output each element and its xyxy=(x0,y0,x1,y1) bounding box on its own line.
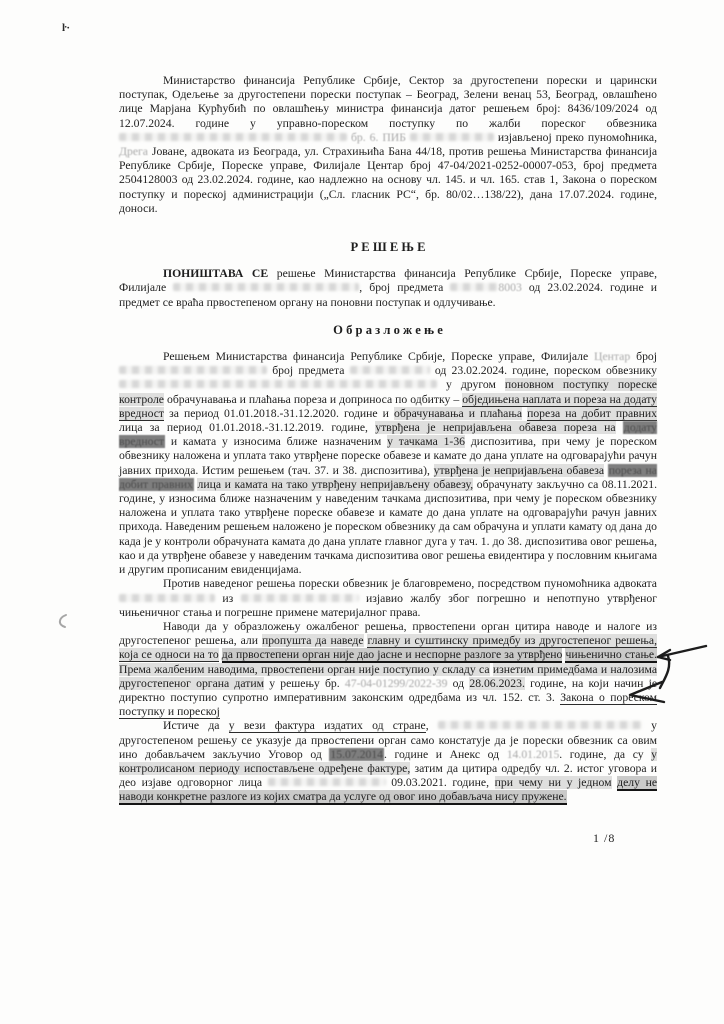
body-text: од 23.02.2024. године, пореском обвезнику xyxy=(434,364,658,378)
underlined-highlighted-phrase: да првостепени орган није дао јасне и неспорне разлоге за утврђено xyxy=(221,648,563,662)
annuls-bold-text: ПОНИШТАВА СЕ xyxy=(163,267,269,281)
redaction xyxy=(410,133,494,141)
dark-redaction-over-text: додату вредност xyxy=(119,421,657,449)
highlighted-phrase: поновном поступку пореске контроле xyxy=(119,378,657,406)
paragraph-disposition xyxy=(119,267,657,310)
decision-heading: Р Е Ш Е Њ Е xyxy=(350,240,426,255)
dark-redaction-over-text: пореза на добит правних xyxy=(119,463,657,491)
body-text: . године, да су xyxy=(559,747,644,761)
underlined-highlighted-phrase: главну и суштинску примедбу из другостепеног решења, која се односи на то xyxy=(119,634,657,662)
body-text: број предмета xyxy=(272,364,345,378)
body-text: и камата у износима ближе назначеним xyxy=(170,435,382,449)
highlighted-phrase: лица и камата на тако утврђену непријављену обавезу, xyxy=(197,477,474,491)
redacted-remnant-text: Центар xyxy=(594,350,631,364)
document-body xyxy=(119,74,657,805)
paragraph-appeal-allegations xyxy=(119,620,657,719)
redacted-reference-number: 47-04-01299/2022-39 xyxy=(344,676,448,690)
underlined-phrase: Закона о пореском поступку и пореској xyxy=(119,690,657,719)
highlighted-phrase: при чему ни у једном xyxy=(494,776,612,790)
body-text: за период 01.01.2018.-31.12.2020. године и xyxy=(169,406,389,420)
body-text: Министарство финансија Републике Србије, Сектор за другостепени порески и царински поступак, Одељење за другостепени порески поступак – Београд, Зелени венац 53, Београд, овлашћено лице Марјана Курћубић по овлашћењу министра финансија датог решењем број: 8436/109/2024 од 12.07.2024. године у управно-пореском поступку по жалби пореског обвезника xyxy=(119,74,657,130)
highlighted-phrase: у тачкама 1-36 xyxy=(387,435,466,449)
redaction xyxy=(173,283,359,291)
paragraph-intro xyxy=(119,74,657,216)
body-text: од 23.02.2024. године и предмет се враћа првостепеном органу на поновни поступак и одлучивање. xyxy=(119,281,658,309)
highlighted-phrase: Према жалбеним наводима, првостепени орган није поступио у складу са xyxy=(119,662,490,676)
redaction xyxy=(350,366,430,374)
redaction xyxy=(119,366,267,374)
body-text: обрачунавања и плаћања пореза и доприноса по одбитку – xyxy=(166,392,460,406)
redaction xyxy=(241,594,359,602)
redaction xyxy=(119,133,347,141)
corner-mark: ŀ· xyxy=(62,22,71,34)
body-text: изјављеној преко пуномоћника, xyxy=(497,130,657,144)
body-text: у другостепеном решењу се указује да првостепени орган само констатује да је порески обвезник са овим ино добављачем закључио Уговор од xyxy=(119,719,657,761)
body-text: од xyxy=(452,676,465,690)
highlighted-phrase: утврђена је непријављена обавеза пореза на xyxy=(375,421,616,435)
redaction xyxy=(119,380,437,388)
explanation-heading: О б р а з л о ж е њ е xyxy=(333,322,443,337)
dark-redaction-over-date: 15.07.2014 xyxy=(330,747,383,761)
body-text: Наводи да у образложењу ожалбеног решења, првостепени орган цитира наводе и налоге из другостепеног решења, али xyxy=(119,619,657,648)
underlined-highlighted-phrase: пореза на добит правних xyxy=(527,406,658,420)
redacted-date: 14.01.2015 xyxy=(506,747,560,761)
body-text: у решењу бр. xyxy=(269,676,340,690)
body-text: лица за период 01.01.2018.-31.12.2019. године, xyxy=(119,421,368,435)
body-text: решење Министарства финансија Републике Србије, Пореске управе, Филијале xyxy=(119,267,657,295)
underlined-highlighted-phrase: обједињена наплата и пореза на додату вредност xyxy=(119,392,658,420)
highlighted-phrase: обрачунавања и плаћања xyxy=(394,406,523,420)
redacted-remnant-text: бр. 6. ПИБ xyxy=(350,130,406,144)
highlighted-phrase: утврђена је непријављена обавеза xyxy=(433,463,605,477)
body-text: , број предмета xyxy=(359,281,444,295)
underlined-phrase: у вези фактура издатих од стране xyxy=(228,719,426,733)
body-text: 09.03.2021. године, xyxy=(391,776,489,790)
body-text: затим да цитира одредбу чл. 2. истог уговора и део изјаве одговорног лица xyxy=(119,761,658,790)
body-text: Решењем Министарства финансија Републике Србије, Пореске управе, Филијале xyxy=(163,350,589,364)
highlighted-phrase: изнетим примедбама и налозима другостепеног органа датим xyxy=(119,662,658,690)
body-text: Истиче да xyxy=(163,719,220,733)
body-text: у другом xyxy=(446,378,496,392)
body-text: обрачунату закључно са 08.11.2021. године, у износима ближе назначеним у наведеним тачкама диспозитива, при чему је пореском обвезнику наложена и уплата тако утврђене пореске обавезе и камате до дана уплате на одговарајући рачун јавних прихода. Наведеним решењем наложено је пореском обвезнику да сам обрачуна и уплати камату од дана до када је у контроли обрачуната камата до дана уплате главног дуга у тач. 1. до 38. диспозитива овог решења, као и да утврђене обавезе у наведеним тачкама диспозитива овог решења евидентира у пословним књигама и другим прописаним евиденцијама. xyxy=(119,477,658,577)
redaction xyxy=(450,283,498,291)
paragraph-first-instance-decision xyxy=(119,350,657,577)
body-text: Јоване, адвоката из Београда, ул. Страхињића Бана 44/18, против решења Министарства финансија Републике Србије, Пореске управе, Филијале Центар број 47-04/2021-0252-00007-053, број предмета 2504128003 од 23.02.2024. године, као надлежно на основу чл. 145. и чл. 165. став 1, Закона о пореском поступку и пореској администрацији („Сл. гласник РС“, бр. 80/02…138/22), дана 17.07.2024. године, доноси. xyxy=(119,145,658,215)
highlighted-date: 28.06.2023. xyxy=(469,676,525,690)
highlighted-phrase: у контролисаном периоду испостављене одређене фактуре, xyxy=(119,747,658,775)
body-text: Против наведеног решења порески обвезник је благовремено, посредством пуномоћника адвоката xyxy=(163,577,657,591)
handwritten-arrows-annotation xyxy=(602,640,712,710)
underlined-highlighted-phrase: чињенично стање. xyxy=(565,648,658,662)
redacted-remnant-text: 8003 xyxy=(498,281,522,295)
paragraph-appeal-filed xyxy=(119,577,657,620)
body-text: , xyxy=(425,719,429,733)
body-text: број xyxy=(636,350,658,364)
body-text: диспозитива, при чему је пореском обвезнику наложена и уплата тако утврђене пореске обавезе и камате до дана уплате на одговарајући рачун јавних прихода. Истим решењем (тач. 37. и 38. диспозитива), xyxy=(119,435,657,477)
stray-pen-mark xyxy=(54,612,70,630)
redacted-name: Дрега xyxy=(119,145,148,159)
highlighted-phrase: пропушта да наведе xyxy=(261,634,364,648)
body-text: из xyxy=(222,591,234,605)
redaction xyxy=(119,594,215,602)
body-text: године, на који начин је директно поступио супротно императивним законским одредбама из чл. 152. ст. 3. xyxy=(119,676,658,704)
page-number: 1 /8 xyxy=(593,831,616,845)
paragraph-invoices xyxy=(119,719,657,804)
redaction xyxy=(438,721,642,729)
underlined-highlighted-phrase: делу не наводи конкретне разлоге из којих сматра да услуге од овог ино добављача нису пружене. xyxy=(119,776,658,804)
body-text: изјавио жалбу због погрешно и непотпуно утврђеног чињеничног стања и погрешне примене материјалног права. xyxy=(119,591,658,619)
redaction xyxy=(268,778,386,786)
body-text: . године и Анекс од xyxy=(384,747,500,761)
